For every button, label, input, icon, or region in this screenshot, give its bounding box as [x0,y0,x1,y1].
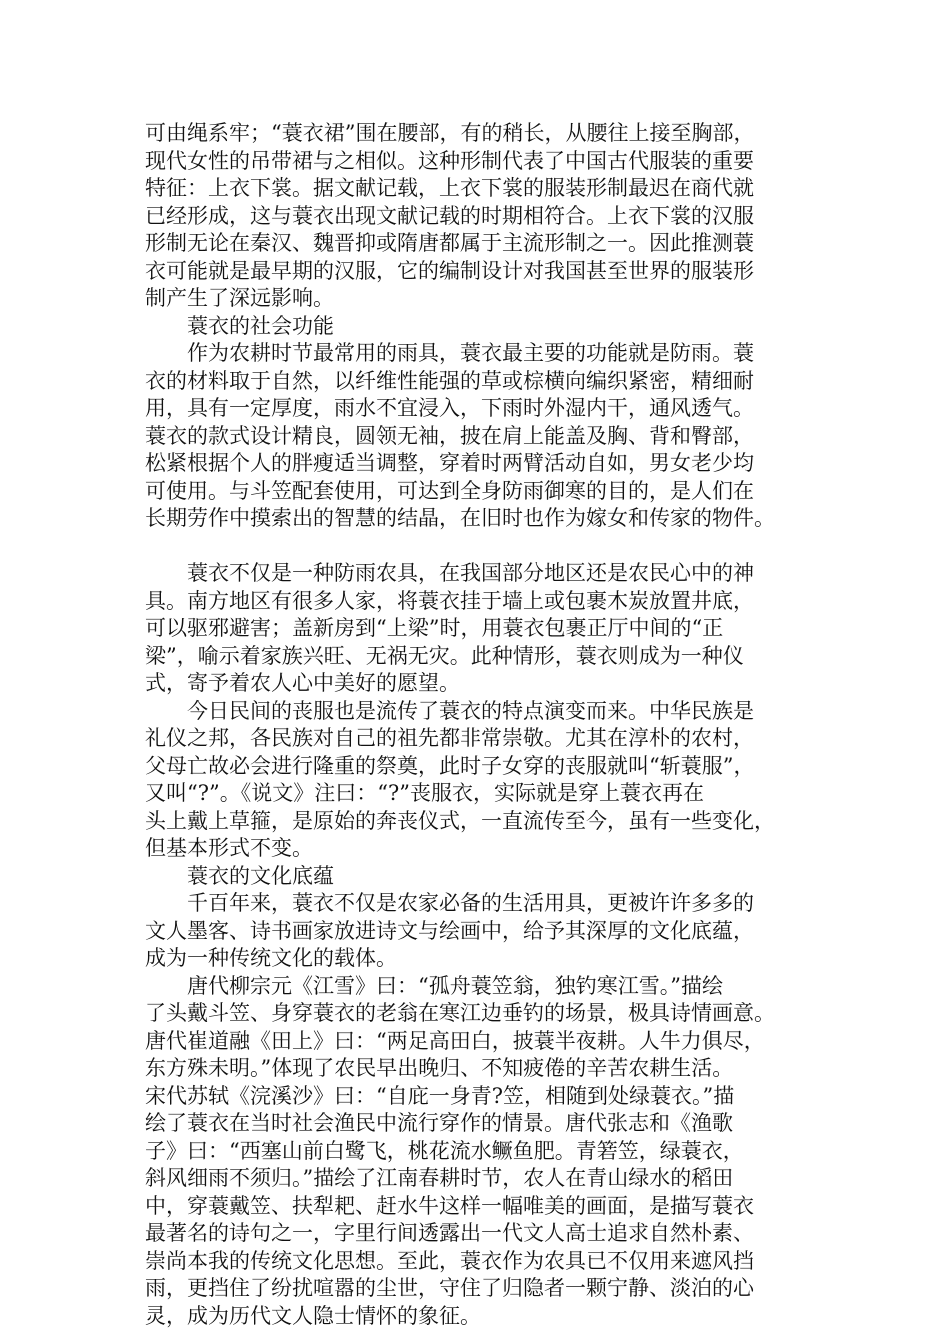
text-line: 最著名的诗句之一，字里行间透露出一代文人高士追求自然朴素、 [145,1221,754,1245]
document-body [145,120,805,1330]
text-line: 崇尚本我的传统文化思想。至此，蓑衣作为农具已不仅用来遮风挡 [145,1248,754,1273]
text-line: 蓑衣的款式设计精良，圆领无袖，披在肩上能盖及胸、背和臀部， [145,423,754,448]
text-line: 唐代柳宗元《江雪》曰：“孤舟蓑笠翁，独钓寒江雪。”描绘 [187,973,723,998]
text-line: 但基本形式不变。 [145,836,313,860]
text-line: 制产生了深远影响。 [145,286,334,310]
text-line: 东方殊未明。”体现了农民早出晚归、不知疲倦的辛苦农耕生活。 [145,1056,734,1080]
blank-line [145,533,805,561]
text-line: 礼仪之邦，各民族对自己的祖先都非常崇敬。尤其在淳朴的农村， [145,726,754,750]
text-line: 千百年来，蓑衣不仅是农家必备的生活用具，更被许许多多的 [187,891,754,915]
text-line: 头上戴上草箍，是原始的奔丧仪式，一直流传至今，虽有一些变化， [145,808,775,833]
text-line: 特征：上衣下裳。据文献记载，上衣下裳的服装形制最迟在商代就 [145,176,754,200]
text-line: 绘了蓑衣在当时社会渔民中流行穿作的情景。唐代张志和《渔歌 [145,1111,733,1135]
text-line: 又叫“?”。《说文》注曰：“?”丧服衣，实际就是穿上蓑衣再在 [145,781,704,805]
text-line: 了头戴斗笠、身穿蓑衣的老翁在寒江边垂钓的场景，极具诗情画意。 [145,1001,775,1025]
text-line: 蓑衣的文化底蕴 [187,863,334,888]
text-line: 宋代苏轼《浣溪沙》曰：“自庇一身青?笠，相随到处绿蓑衣。”描 [145,1083,735,1108]
text-line: 现代女性的吊带裙与之相似。这种形制代表了中国古代服装的重要 [145,148,754,173]
text-line: 蓑衣不仅是一种防雨农具，在我国部分地区还是农民心中的神 [187,561,754,585]
text-line: 式，寄予着农人心中美好的愿望。 [145,671,460,695]
text-line: 今日民间的丧服也是流传了蓑衣的特点演变而来。中华民族是 [187,698,754,723]
text-line: 长期劳作中摸索出的智慧的结晶，在旧时也作为嫁女和传家的物件。 [145,506,775,530]
text-line: 形制无论在秦汉、魏晋抑或隋唐都属于主流形制之一。因此推测蓑 [145,231,754,255]
text-line: 灵，成为历代文人隐士情怀的象征。 [145,1303,481,1328]
text-line: 雨，更挡住了纷扰喧嚣的尘世，守住了归隐者一颗宁静、淡泊的心 [145,1276,754,1300]
text-line: 父母亡故必会进行隆重的祭奠，此时子女穿的丧服就叫“斩蓑服”， [145,753,755,778]
text-line: 中，穿蓑戴笠、扶犁耙、赶水牛这样一幅唯美的画面，是描写蓑衣 [145,1193,754,1218]
text-line: 可由绳系牢；“蓑衣裙”围在腰部，有的稍长，从腰往上接至胸部， [145,121,755,145]
text-line: 蓑衣的社会功能 [187,313,334,338]
text-line: 作为农耕时节最常用的雨具，蓑衣最主要的功能就是防雨。蓑 [187,341,754,365]
text-line: 斜风细雨不须归。”描绘了江南春耕时节，农人在青山绿水的稻田 [145,1166,734,1190]
text-line: 文人墨客、诗书画家放进诗文与绘画中，给予其深厚的文化底蕴， [145,918,754,943]
text-line: 唐代崔道融《田上》曰：“两足高田白，披蓑半夜耕。人牛力俱尽， [145,1028,765,1053]
text-line: 子》曰：“西塞山前白鹭飞，桃花流水鳜鱼肥。青箬笠，绿蓑衣， [145,1138,744,1163]
text-line: 可使用。与斗笠配套使用，可达到全身防雨御寒的目的，是人们在 [145,478,754,503]
text-line: 具。南方地区有很多人家，将蓑衣挂于墙上或包裹木炭放置井底， [145,588,754,613]
text-line: 可以驱邪避害；盖新房到“上梁”时，用蓑衣包裹正厅中间的“正 [145,616,724,640]
text-line: 已经形成，这与蓑衣出现文献记载的时期相符合。上衣下裳的汉服 [145,203,754,228]
text-line: 衣的材料取于自然，以纤维性能强的草或棕横向编织紧密，精细耐 [145,368,754,393]
text-line: 松紧根据个人的胖瘦适当调整，穿着时两臂活动自如，男女老少均 [145,451,754,475]
text-line: 梁”，喻示着家族兴旺、无祸无灾。此种情形，蓑衣则成为一种仪 [145,643,744,668]
text-line: 用，具有一定厚度，雨水不宜浸入，下雨时外湿内干，通风透气。 [145,396,754,420]
text-line: 衣可能就是最早期的汉服，它的编制设计对我国甚至世界的服装形 [145,258,754,283]
text-line: 成为一种传统文化的载体。 [145,946,397,970]
